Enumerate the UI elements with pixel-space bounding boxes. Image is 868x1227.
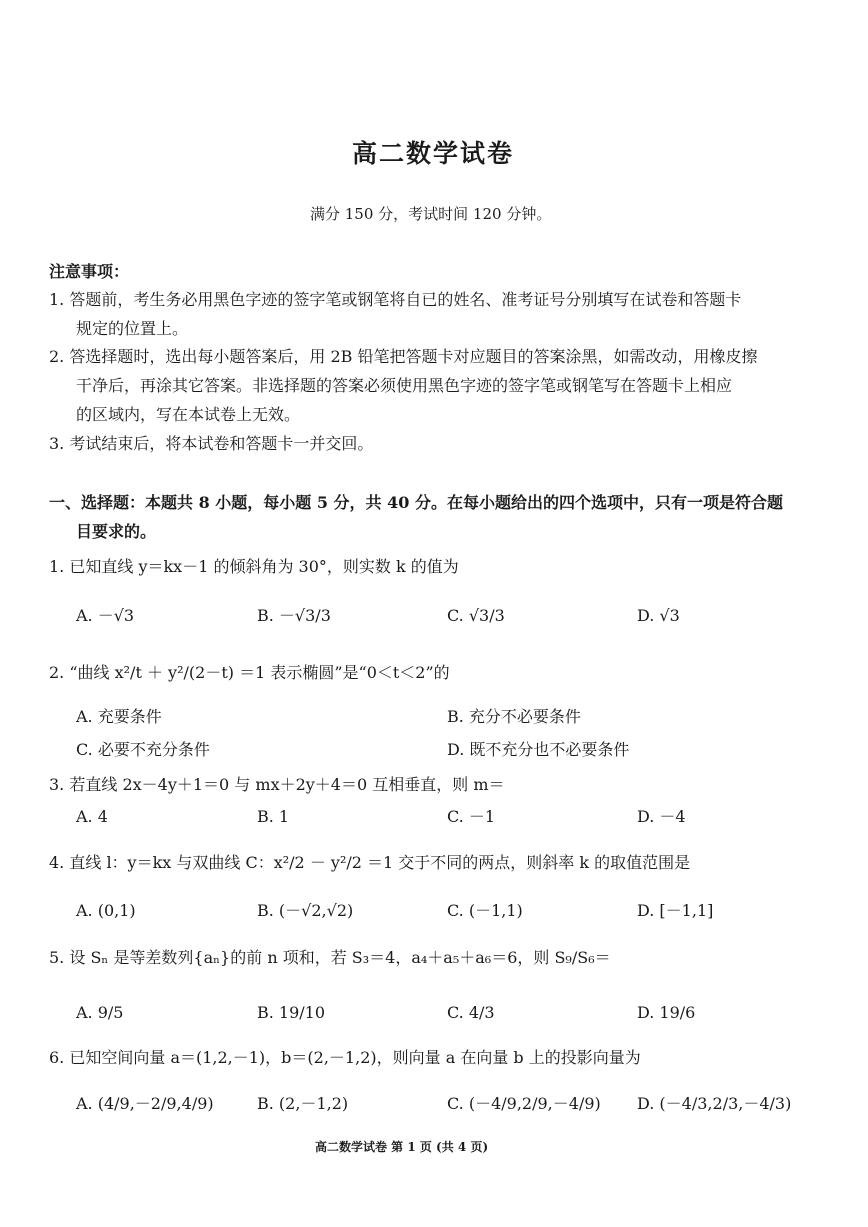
question-4-option-b: B. (－√2,√2) [257,901,354,920]
question-3-stem: 3. 若直线 2x－4y＋1＝0 与 mx＋2y＋4＝0 互相垂直，则 m＝ [49,775,505,794]
question-4-stem: 4. 直线 l：y＝kx 与双曲线 C：x²/2 － y²/2 ＝1 交于不同的两点，则斜率 k 的取值范围是 [49,853,691,872]
note-1-line-2: 规定的位置上。 [76,319,189,338]
note-2-line-3: 的区域内，写在本试卷上无效。 [76,405,301,424]
question-5-option-d: D. 19/6 [637,1003,696,1022]
question-2-option-a: A. 充要条件 [76,707,162,726]
question-1-option-a: A. －√3 [76,606,135,625]
question-4-option-c: C. (－1,1) [447,901,523,920]
question-6-stem: 6. 已知空间向量 a＝(1,2,－1)，b＝(2,－1,2)，则向量 a 在向量 b 上的投影向量为 [49,1048,641,1067]
note-2-line-2: 干净后，再涂其它答案。非选择题的答案必须使用黑色字迹的签字笔或钢笔写在答题卡上相应 [76,376,733,395]
question-3-option-c: C. －1 [447,807,496,826]
note-2-line-1: 2. 答选择题时，选出每小题答案后，用 2B 铅笔把答题卡对应题目的答案涂黑，如需改动，用橡皮擦 [49,347,758,366]
question-5-option-a: A. 9/5 [76,1003,124,1022]
question-2-option-d: D. 既不充分也不必要条件 [447,740,630,759]
section-heading-line-1: 一、选择题：本题共 8 小题，每小题 5 分，共 40 分。在每小题给出的四个选项中，只有一项是符合题 [49,493,783,512]
question-3-option-d: D. －4 [637,807,686,826]
question-2-option-c: C. 必要不充分条件 [76,740,210,759]
question-1-stem: 1. 已知直线 y＝kx－1 的倾斜角为 30°，则实数 k 的值为 [49,557,459,576]
question-4-option-d: D. [－1,1] [637,901,714,920]
page-title: 高二数学试卷 [352,139,515,168]
question-6-option-d: D. (－4/3,2/3,－4/3) [637,1094,792,1113]
question-1-option-c: C. √3/3 [447,606,505,625]
question-6-option-a: A. (4/9,－2/9,4/9) [76,1094,214,1113]
question-6-option-c: C. (－4/9,2/9,－4/9) [447,1094,601,1113]
question-5-stem: 5. 设 Sₙ 是等差数列{aₙ}的前 n 项和，若 S₃＝4，a₄＋a₅＋a₆＝6，则 S₉/S₆＝ [49,948,611,967]
notes-heading: 注意事项： [49,262,130,281]
section-heading-line-2: 目要求的。 [76,522,157,541]
question-5-option-b: B. 19/10 [257,1003,326,1022]
page-footer: 高二数学试卷 第 1 页 (共 4 页) [315,1140,489,1154]
question-3-option-b: B. 1 [257,807,290,826]
note-3: 3. 考试结束后，将本试卷和答题卡一并交回。 [49,434,374,453]
question-1-option-d: D. √3 [637,606,680,625]
question-2-option-b: B. 充分不必要条件 [447,707,581,726]
exam-info: 满分 150 分，考试时间 120 分钟。 [310,205,552,223]
question-5-option-c: C. 4/3 [447,1003,495,1022]
question-4-option-a: A. (0,1) [76,901,136,920]
question-6-option-b: B. (2,－1,2) [257,1094,349,1113]
question-3-option-a: A. 4 [76,807,108,826]
question-1-option-b: B. －√3/3 [257,606,331,625]
note-1-line-1: 1. 答题前，考生务必用黑色字迹的签字笔或钢笔将自已的姓名、准考证号分别填写在试卷和答题卡 [49,290,742,309]
question-2-stem: 2. “曲线 x²/t ＋ y²/(2－t) ＝1 表示椭圆”是“0＜t＜2”的 [49,663,450,682]
